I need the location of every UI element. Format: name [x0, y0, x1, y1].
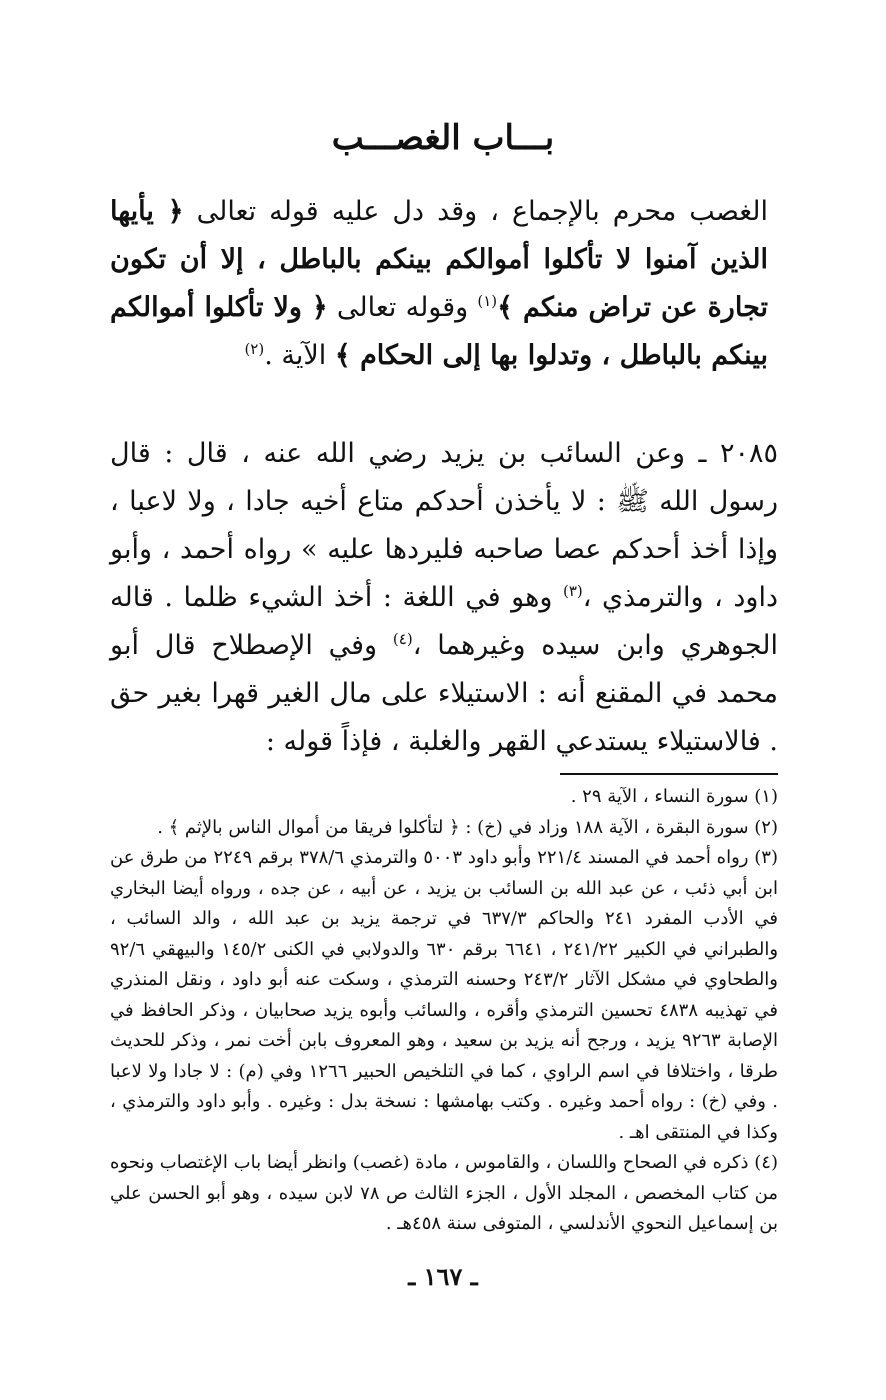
- footnote-4: (٤) ذكره في الصحاح واللسان ، والقاموس ، مادة (غصب) وانظر أيضا باب الإغتصاب ونحوه من كتاب المخصص ، المجلد الأول ، الجزء الثالث ص ٧٨ لابن سيده ، وهو أبو الحسن علي بن إسماعيل النحوي الأندلسي ، المتوفى سنة ٤٥٨هـ .: [110, 1152, 779, 1234]
- hadith-text-2: وهو في اللغة : أخذ الشيء ظلما . قاله الجوهري وابن سيده وغيرهما ،: [110, 582, 778, 661]
- footnote-1: (١) سورة النساء ، الآية ٢٩ .: [570, 786, 778, 807]
- hadith-paragraph: [110, 430, 778, 766]
- intro-paragraph: [110, 188, 768, 380]
- footnote-ref-2: (٢): [244, 340, 265, 358]
- footnote-ref-1: (١): [477, 292, 498, 310]
- intro-text-1: الغصب محرم بالإجماع ، وقد دل عليه قوله تعالى: [196, 196, 768, 227]
- quran-verse-1: ﴿ يأيها الذين آمنوا لا تأكلوا أموالكم بينكم بالباطل ، إلا أن تكون تجارة عن تراض منكم ﴾: [110, 196, 769, 323]
- page-number: ـ ١٦٧ ـ: [408, 1262, 478, 1291]
- hadith-text-3: وفي الإصطلاح قال أبو محمد في المقنع أنه : الاستيلاء على مال الغير قهرا بغير حق . فالاستيلاء يستدعي القهر والغلبة ، فإذاً قوله :: [110, 630, 778, 757]
- footnotes: [110, 782, 778, 1240]
- chapter-title: بـــاب الغصـــب: [331, 118, 555, 158]
- hadith-text-1: وعن السائب بن يزيد رضي الله عنه ، قال : قال رسول الله ﷺ : لا يأخذن أحدكم متاع أخيه جادا ، ولا لاعبا ، وإذا أخذ أحدكم عصا صاحبه فليردها عليه » رواه أحمد ، وأبو داود ، والترمذي ،: [110, 438, 778, 613]
- hadith-number: ٢٠٨٥ ـ: [698, 438, 778, 469]
- footnote-separator: [560, 773, 778, 775]
- intro-text-2: وقوله تعالى: [327, 292, 478, 323]
- intro-text-3: الآية .: [264, 340, 335, 371]
- footnote-ref-3: (٣): [562, 582, 583, 600]
- quran-verse-2: ﴿ ولا تأكلوا أموالكم بينكم بالباطل ، وتدلوا بها إلى الحكام ﴾: [110, 292, 768, 371]
- footnote-ref-4: (٤): [392, 630, 413, 648]
- footnote-3: (٣) رواه أحمد في المسند ٢٢١/٤ وأبو داود ٥٠٠٣ والترمذي ٣٧٨/٦ برقم ٢٢٤٩ من طرق عن ابن أبي ذئب ، عن عبد الله بن السائب بن يزيد ، عن أبيه ، عن جده ، ورواه أيضا البخاري في الأدب المفرد ٢٤١ والحاكم ٦٣٧/٣ في ترجمة يزيد بن عبد الله ، والد السائب ، والطبراني في الكبير ٢٤١/٢٢ ، ٦٦٤١ برقم ٦٣٠ والدولابي في الكنى ١٤٥/٢ والبيهقي ٩٢/٦ والطحاوي في مشكل الآثار ٢٤٣/٢ وحسنه الترمذي ، وسكت عنه أبو داود ، ونقل المنذري في تهذيبه ٤٨٣٨ تحسين الترمذي وأقره ، والسائب وأبوه يزيد صحابيان ، وذكر الحافظ في الإصابة ٩٢٦٣ يزيد ، ورجح أنه يزيد بن سعيد ، وهو المعروف بابن أخت نمر ، وذكر للحديث طرقا ، واختلافا في اسم الراوي ، كما في التلخيص الحبير ١٢٦٦ وفي (م) : لا جادا ولا لاعبا . وفي (خ) : رواه أحمد وغيره . وكتب بهامشها : نسخة بدل : وغيره . وأبو داود والترمذي ، وكذا في المنتقى اهـ .: [110, 847, 779, 1143]
- footnote-2: (٢) سورة البقرة ، الآية ١٨٨ وزاد في (خ) : ﴿ لتأكلوا فريقا من أموال الناس بالإثم ﴾ .: [157, 816, 778, 838]
